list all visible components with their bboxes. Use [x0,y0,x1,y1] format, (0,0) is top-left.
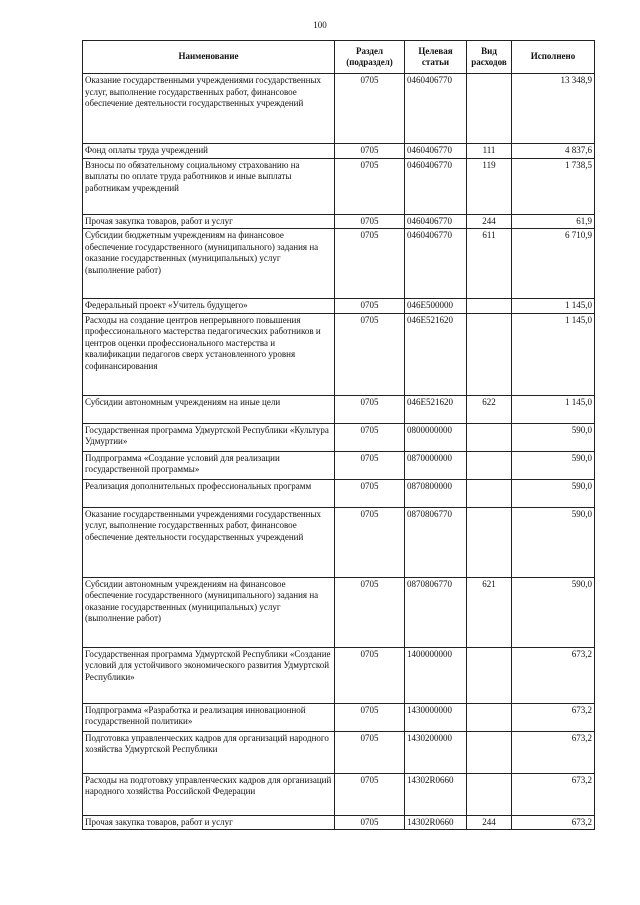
table-row [83,144,595,159]
row-expense-type [467,731,512,773]
row-section: 0705 [335,773,405,815]
table-row [83,214,595,229]
row-executed: 1 145,0 [512,299,595,314]
row-executed: 1 145,0 [512,313,595,395]
row-expense-type: 244 [467,815,512,830]
row-expense-type: 111 [467,144,512,159]
table-row [83,479,595,507]
row-name: Субсидии автономным учреждениям на финансовое обеспечение государственного (муниципального) задания на оказание государственных (муниципальных) услуг (выполнение работ) [83,577,335,647]
row-executed: 673,2 [512,731,595,773]
row-target: 0870800000 [405,479,467,507]
row-target: 0460406770 [405,229,467,299]
row-section: 0705 [335,731,405,773]
table-row [83,507,595,577]
table-row [83,158,595,214]
row-section: 0705 [335,395,405,423]
table-row [83,395,595,423]
row-target: 1400000000 [405,647,467,703]
row-name: Государственная программа Удмуртской Республики «Культура Удмуртии» [83,423,335,451]
row-section: 0705 [335,214,405,229]
table-row [83,815,595,830]
row-target: 0460406770 [405,158,467,214]
row-executed: 6 710,9 [512,229,595,299]
row-expense-type: 119 [467,158,512,214]
row-expense-type [467,313,512,395]
row-name: Оказание государственными учреждениями государственных услуг, выполнение государственных работ, финансовое обеспечение деятельности государственных учреждений [83,74,335,144]
row-section: 0705 [335,299,405,314]
table-row [83,229,595,299]
row-section: 0705 [335,158,405,214]
row-expense-type [467,423,512,451]
row-section: 0705 [335,703,405,731]
row-name: Подпрограмма «Создание условий для реализации государственной программы» [83,451,335,479]
row-section: 0705 [335,74,405,144]
row-target: 14302R0660 [405,815,467,830]
row-expense-type: 244 [467,214,512,229]
row-target: 0460406770 [405,214,467,229]
row-expense-type [467,299,512,314]
row-expense-type [467,74,512,144]
row-expense-type: 611 [467,229,512,299]
row-section: 0705 [335,815,405,830]
row-target: 14302R0660 [405,773,467,815]
header-executed: Исполнено [512,41,595,74]
row-executed: 590,0 [512,479,595,507]
row-name: Прочая закупка товаров, работ и услуг [83,214,335,229]
header-target: Целевая статьи [405,41,467,74]
row-executed: 13 348,9 [512,74,595,144]
row-name: Подпрограмма «Разработка и реализация инновационной государственной политики» [83,703,335,731]
row-section: 0705 [335,423,405,451]
row-section: 0705 [335,577,405,647]
row-target: 0460406770 [405,74,467,144]
header-expense-type: Вид расходов [467,41,512,74]
row-name: Реализация дополнительных профессиональных программ [83,479,335,507]
table-row [83,773,595,815]
row-name: Субсидии бюджетным учреждениям на финансовое обеспечение государственного (муниципального) задания на оказание государственных (муниципальных) услуг (выполнение работ) [83,229,335,299]
row-executed: 673,2 [512,773,595,815]
row-executed: 4 837,6 [512,144,595,159]
page-number: 100 [313,20,327,30]
row-section: 0705 [335,144,405,159]
table-row [83,299,595,314]
row-expense-type [467,773,512,815]
row-name: Прочая закупка товаров, работ и услуг [83,815,335,830]
table-row [83,647,595,703]
row-section: 0705 [335,229,405,299]
table-row [83,423,595,451]
header-section: Раздел (подраздел) [335,41,405,74]
row-name: Оказание государственными учреждениями государственных услуг, выполнение государственных работ, финансовое обеспечение деятельности государственных учреждений [83,507,335,577]
row-expense-type: 622 [467,395,512,423]
row-name: Подготовка управленческих кадров для организаций народного хозяйства Удмуртской Республики [83,731,335,773]
row-section: 0705 [335,647,405,703]
row-target: 046E500000 [405,299,467,314]
row-executed: 590,0 [512,423,595,451]
row-target: 046E521620 [405,313,467,395]
row-target: 0870806770 [405,577,467,647]
row-target: 1430000000 [405,703,467,731]
row-executed: 590,0 [512,577,595,647]
row-target: 046E521620 [405,395,467,423]
table-row [83,451,595,479]
row-executed: 673,2 [512,815,595,830]
row-section: 0705 [335,479,405,507]
table-row [83,74,595,144]
row-name: Взносы по обязательному социальному страхованию на выплаты по оплате труда работников и иные выплаты работникам учреждений [83,158,335,214]
header-name: Наименование [83,41,335,74]
row-target: 0800000000 [405,423,467,451]
row-expense-type [467,451,512,479]
table-header-row [83,41,595,74]
row-expense-type [467,703,512,731]
row-target: 1430200000 [405,731,467,773]
table-row [83,577,595,647]
row-executed: 1 145,0 [512,395,595,423]
row-executed: 590,0 [512,507,595,577]
row-executed: 61,9 [512,214,595,229]
row-expense-type: 621 [467,577,512,647]
row-name: Расходы на подготовку управленческих кадров для организаций народного хозяйства Российской Федерации [83,773,335,815]
budget-table [82,40,595,830]
row-target: 0870806770 [405,507,467,577]
row-section: 0705 [335,507,405,577]
row-section: 0705 [335,313,405,395]
row-executed: 1 738,5 [512,158,595,214]
table-row [83,313,595,395]
row-executed: 673,2 [512,647,595,703]
row-name: Федеральный проект «Учитель будущего» [83,299,335,314]
row-expense-type [467,647,512,703]
row-target: 0460406770 [405,144,467,159]
row-section: 0705 [335,451,405,479]
row-name: Государственная программа Удмуртской Республики «Создание условий для устойчивого экономического развития Удмуртской Республики» [83,647,335,703]
row-expense-type [467,507,512,577]
row-executed: 590,0 [512,451,595,479]
row-name: Субсидии автономным учреждениям на иные цели [83,395,335,423]
table-row [83,731,595,773]
row-name: Расходы на создание центров непрерывного повышения профессионального мастерства педагогических работников и центров оценки профессионального мастерства и квалификации педагогов сверх установленного уровня софинансирования [83,313,335,395]
row-expense-type [467,479,512,507]
row-executed: 673,2 [512,703,595,731]
table-row [83,703,595,731]
row-target: 0870000000 [405,451,467,479]
row-name: Фонд оплаты труда учреждений [83,144,335,159]
